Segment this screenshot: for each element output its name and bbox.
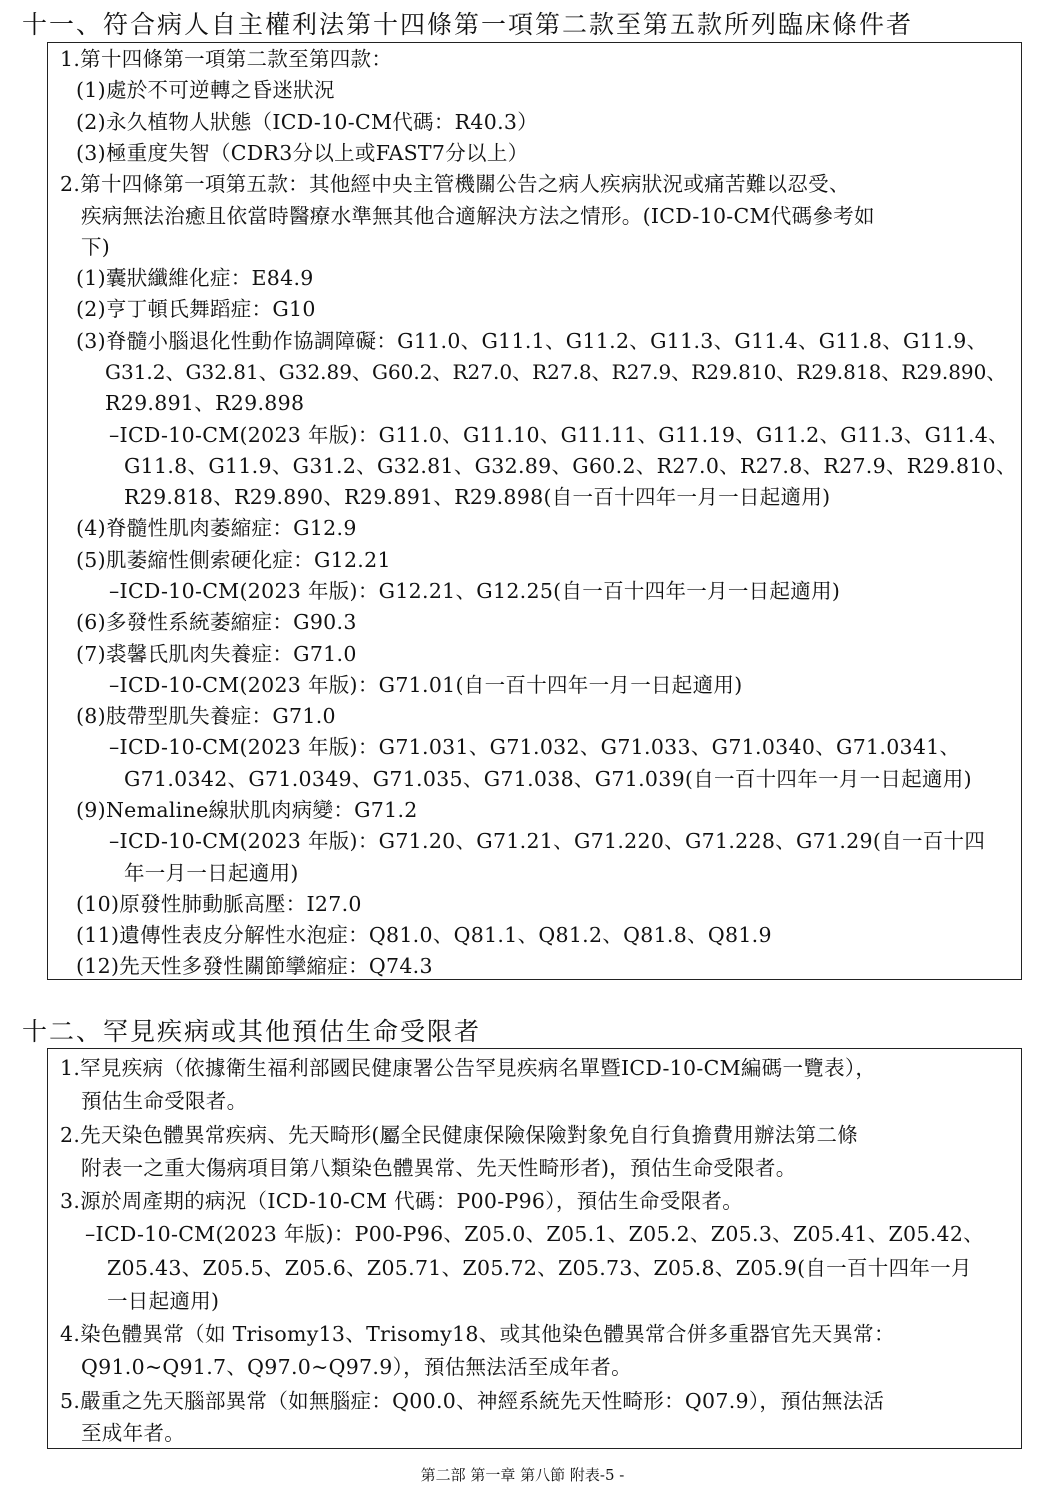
item-line: –ICD-10-CM(2023 年版)：G71.20、G71.21、G71.220、G71.228、G71.29(自一百十四	[109, 829, 986, 853]
section-11-box	[47, 42, 1022, 980]
item-line: (2)亨丁頓氏舞蹈症：G10	[76, 297, 316, 321]
item-line: 2.先天染色體異常疾病、先天畸形(屬全民健康保險保險對象免自行負擔費用辦法第二條	[60, 1123, 859, 1147]
item-line: –ICD-10-CM(2023 年版)：G71.031、G71.032、G71.033、G71.0340、G71.0341、	[109, 735, 961, 759]
item-line: (3)脊髓小腦退化性動作協調障礙：G11.0、G11.1、G11.2、G11.3、G11.4、G11.8、G11.9、	[76, 329, 988, 353]
item-line: –ICD-10-CM(2023 年版)：P00-P96、Z05.0、Z05.1、Z05.2、Z05.3、Z05.41、Z05.42、	[85, 1222, 985, 1246]
item-line: 5.嚴重之先天腦部異常（如無腦症：Q00.0、神經系統先天性畸形：Q07.9），預估無法活	[60, 1389, 885, 1413]
item-line: 3.源於周產期的病況（ICD-10-CM 代碼：P00-P96），預估生命受限者。	[60, 1189, 744, 1213]
section-12-box	[47, 1048, 1022, 1449]
item-line: (8)肢帶型肌失養症：G71.0	[76, 704, 336, 728]
item-line: (2)永久植物人狀態（ICD-10-CM代碼：R40.3）	[76, 110, 539, 134]
item-line: (6)多發性系統萎縮症：G90.3	[76, 610, 357, 634]
item-line: 一日起適用)	[107, 1289, 220, 1313]
item-line: (3)極重度失智（CDR3分以上或FAST7分以上）	[76, 141, 529, 165]
item-line: 1.罕見疾病（依據衛生福利部國民健康署公告罕見疾病名單暨ICD-10-CM編碼一覽表），	[60, 1056, 877, 1080]
item-line: –ICD-10-CM(2023 年版)：G11.0、G11.10、G11.11、G11.19、G11.2、G11.3、G11.4、	[109, 423, 1009, 447]
item-line: (1)囊狀纖維化症：E84.9	[76, 266, 314, 290]
item-line: (10)原發性肺動脈高壓：I27.0	[76, 892, 362, 916]
item-line: (9)Nemaline線狀肌肉病變：G71.2	[76, 798, 418, 822]
item-line: 疾病無法治癒且依當時醫療水準無其他合適解決方法之情形。(ICD-10-CM代碼參考如	[81, 204, 875, 228]
item-line: –ICD-10-CM(2023 年版)：G71.01(自一百十四年一月一日起適用)	[109, 673, 743, 697]
item-line: 1.第十四條第一項第二款至第四款：	[60, 47, 393, 71]
item-line: 2.第十四條第一項第五款：其他經中央主管機關公告之病人疾病狀況或痛苦難以忍受、	[60, 172, 850, 196]
item-line: (1)處於不可逆轉之昏迷狀況	[76, 78, 335, 102]
item-line: (12)先天性多發性關節攣縮症：Q74.3	[76, 954, 433, 978]
item-line: 至成年者。	[81, 1421, 185, 1445]
item-line: G71.0342、G71.0349、G71.035、G71.038、G71.039(自一百十四年一月一日起適用)	[124, 767, 972, 791]
item-line: G11.8、G11.9、G31.2、G32.81、G32.89、G60.2、R27.0、R27.8、R27.9、R29.810、	[124, 454, 1017, 478]
item-line: Q91.0~Q91.7、Q97.0~Q97.9），預估無法活至成年者。	[81, 1355, 632, 1379]
item-line: 附表一之重大傷病項目第八類染色體異常、先天性畸形者)，預估生命受限者。	[81, 1156, 797, 1180]
section-12-title: 十二、罕見疾病或其他預估生命受限者	[22, 1017, 482, 1046]
item-line: R29.818、R29.890、R29.891、R29.898(自一百十四年一月一日起適用)	[124, 485, 831, 509]
item-line: 下)	[81, 235, 111, 259]
section-11-title: 十一、符合病人自主權利法第十四條第一項第二款至第五款所列臨床條件者	[22, 10, 914, 39]
item-line: 預估生命受限者。	[81, 1089, 248, 1113]
item-line: (11)遺傳性表皮分解性水泡症：Q81.0、Q81.1、Q81.2、Q81.8、Q81.9	[76, 923, 772, 947]
item-line: (4)脊髓性肌肉萎縮症：G12.9	[76, 516, 357, 540]
item-line: R29.891、R29.898	[105, 391, 305, 415]
item-line: Z05.43、Z05.5、Z05.6、Z05.71、Z05.72、Z05.73、Z05.8、Z05.9(自一百十四年一月	[107, 1256, 972, 1280]
item-line: 4.染色體異常（如 Trisomy13、Trisomy18、或其他染色體異常合併多重器官先天異常：	[60, 1322, 895, 1346]
page-footer: 第二部 第一章 第八節 附表-5 -	[420, 1466, 625, 1484]
item-line: –ICD-10-CM(2023 年版)：G12.21、G12.25(自一百十四年一月一日起適用)	[109, 579, 841, 603]
item-line: G31.2、G32.81、G32.89、G60.2、R27.0、R27.8、R27.9、R29.810、R29.818、R29.890、	[105, 360, 1007, 384]
item-line: (5)肌萎縮性側索硬化症：G12.21	[76, 548, 391, 572]
item-line: 年一月一日起適用)	[124, 861, 299, 885]
item-line: (7)裘馨氏肌肉失養症：G71.0	[76, 642, 357, 666]
